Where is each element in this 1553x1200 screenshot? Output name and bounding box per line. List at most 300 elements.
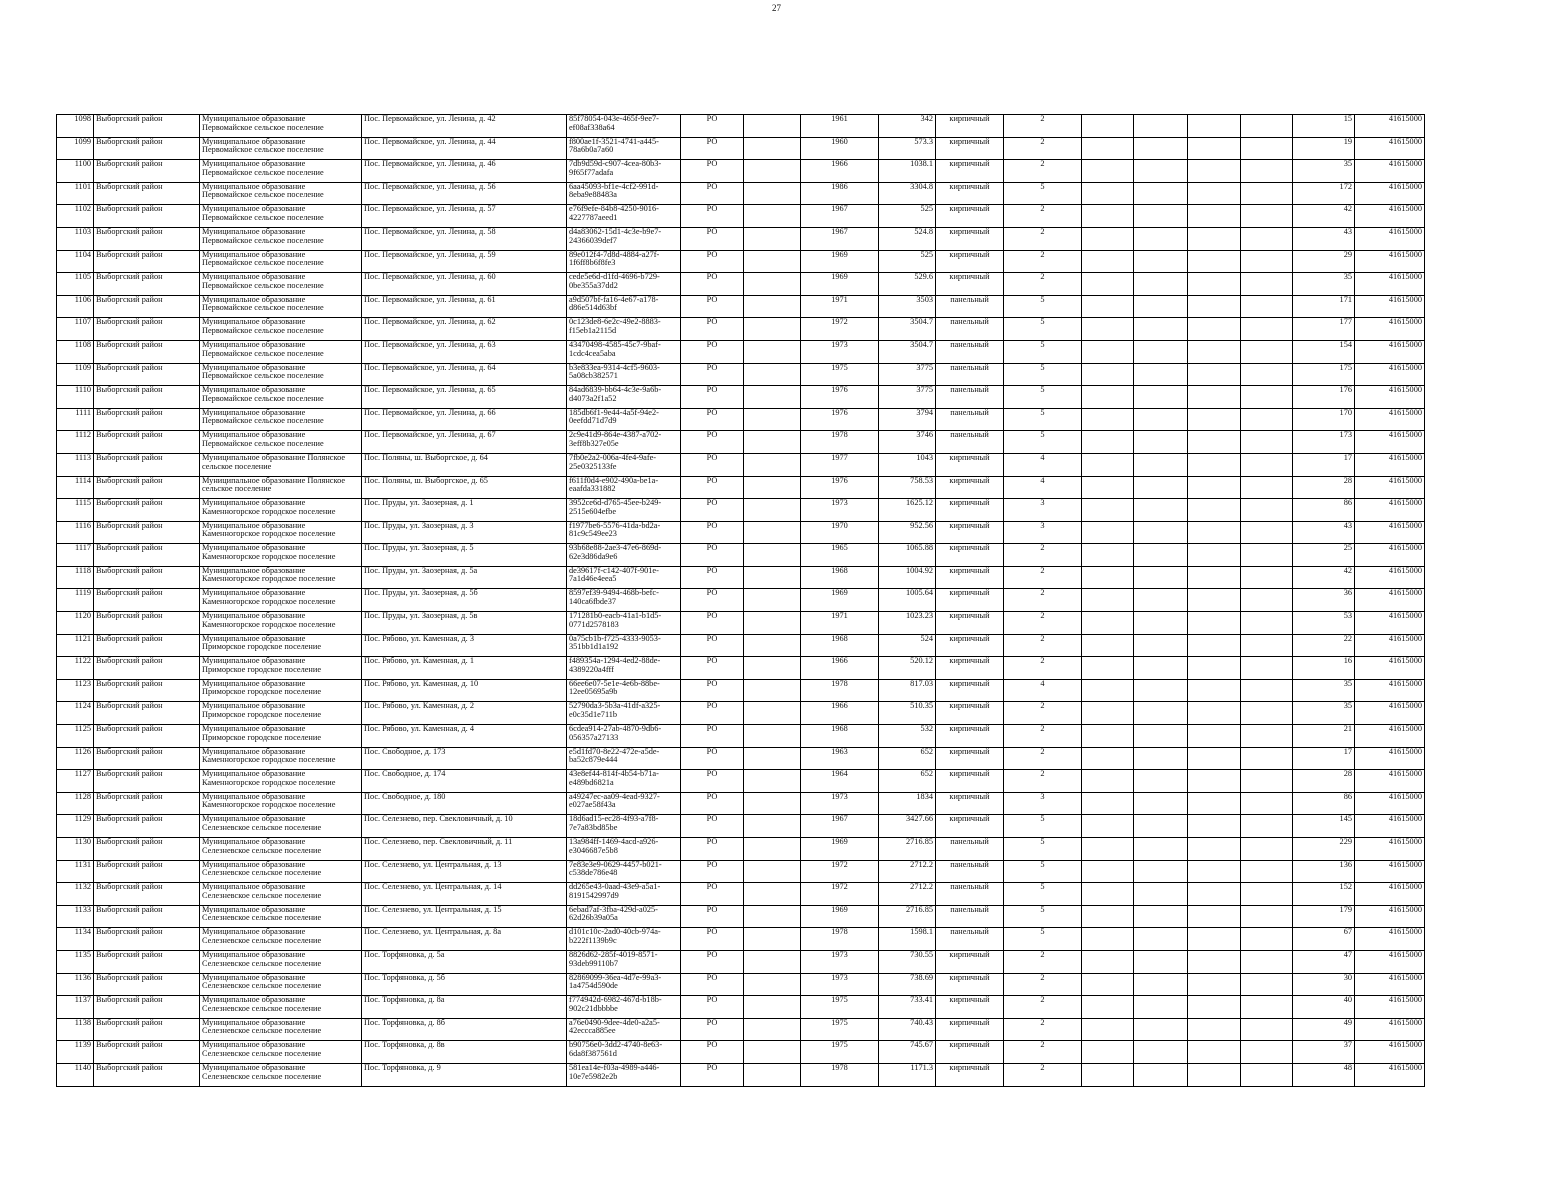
empty-cell bbox=[1134, 273, 1188, 296]
municipality-line-2: Селезневское сельское поселение bbox=[202, 868, 322, 878]
guid-line-2: 10e7e5982e2b bbox=[569, 1071, 618, 1081]
municipality-line-1: Муниципальное образование Полянское bbox=[202, 476, 346, 485]
empty-cell bbox=[1188, 205, 1241, 228]
municipality-line-1: Муниципальное образование bbox=[202, 769, 306, 779]
guid-line-2: eaafda331882 bbox=[569, 484, 616, 494]
table-row bbox=[57, 227, 1425, 250]
table-row bbox=[57, 182, 1425, 205]
empty-cell bbox=[1134, 702, 1188, 725]
row-number: 1126 bbox=[57, 747, 94, 770]
guid-cell bbox=[567, 318, 681, 341]
district-cell: Выборгский район bbox=[94, 815, 200, 838]
year-cell: 1976 bbox=[801, 476, 879, 499]
row-number: 1106 bbox=[57, 295, 94, 318]
status-cell: РО bbox=[681, 905, 744, 928]
empty-cell bbox=[1241, 205, 1293, 228]
year-cell: 1961 bbox=[801, 115, 879, 138]
empty-cell bbox=[1241, 137, 1293, 160]
residents-cell: 145 bbox=[1293, 815, 1355, 838]
empty-cell bbox=[744, 1063, 801, 1086]
district-cell: Выборгский район bbox=[94, 612, 200, 635]
okato-cell: 41615000 bbox=[1355, 1018, 1425, 1041]
table-row bbox=[57, 499, 1425, 522]
municipality-cell bbox=[200, 273, 362, 296]
residents-cell: 35 bbox=[1293, 702, 1355, 725]
empty-cell bbox=[1082, 634, 1134, 657]
table-row bbox=[57, 634, 1425, 657]
empty-cell bbox=[744, 1041, 801, 1064]
empty-cell bbox=[1082, 205, 1134, 228]
area-cell: 1625.12 bbox=[879, 499, 936, 522]
municipality-line-1: Муниципальное образование bbox=[202, 521, 306, 530]
district-cell: Выборгский район bbox=[94, 905, 200, 928]
year-cell: 1975 bbox=[801, 1018, 879, 1041]
wall-material-cell: кирпичный bbox=[936, 476, 1004, 499]
empty-cell bbox=[1134, 589, 1188, 612]
guid-line-2: 0771d2578183 bbox=[569, 619, 619, 629]
okato-cell: 41615000 bbox=[1355, 747, 1425, 770]
municipality-line-1: Муниципальное образование bbox=[202, 295, 306, 304]
district-cell: Выборгский район bbox=[94, 725, 200, 748]
guid-line-2: 8191542997d9 bbox=[569, 890, 619, 900]
municipality-cell bbox=[200, 928, 362, 951]
municipality-cell bbox=[200, 363, 362, 386]
guid-cell bbox=[567, 115, 681, 138]
wall-material-cell: кирпичный bbox=[936, 634, 1004, 657]
district-cell: Выборгский район bbox=[94, 1041, 200, 1064]
municipality-line-2: Селезневское сельское поселение bbox=[202, 1026, 322, 1036]
residents-cell: 176 bbox=[1293, 386, 1355, 409]
floors-cell: 2 bbox=[1004, 160, 1082, 183]
municipality-line-2: Первомайское сельское поселение bbox=[202, 212, 324, 222]
district-cell: Выборгский район bbox=[94, 928, 200, 951]
empty-cell bbox=[1241, 905, 1293, 928]
wall-material-cell: кирпичный bbox=[936, 227, 1004, 250]
empty-cell bbox=[1241, 770, 1293, 793]
table-row bbox=[57, 612, 1425, 635]
area-cell: 1005.64 bbox=[879, 589, 936, 612]
municipality-line-2: Селезневское сельское поселение bbox=[202, 958, 322, 968]
area-cell: 525 bbox=[879, 250, 936, 273]
empty-cell bbox=[744, 182, 801, 205]
guid-cell bbox=[567, 250, 681, 273]
address-cell: Пос. Торфяновка, д. 8а bbox=[362, 996, 567, 1019]
year-cell: 1973 bbox=[801, 973, 879, 996]
municipality-line-2: Первомайское сельское поселение bbox=[202, 348, 324, 358]
municipality-cell bbox=[200, 860, 362, 883]
okato-cell: 41615000 bbox=[1355, 566, 1425, 589]
okato-cell: 41615000 bbox=[1355, 137, 1425, 160]
district-cell: Выборгский район bbox=[94, 770, 200, 793]
address-cell: Пос. Рябово, ул. Каменная, д. 2 bbox=[362, 702, 567, 725]
floors-cell: 3 bbox=[1004, 499, 1082, 522]
municipality-line-1: Муниципальное образование bbox=[202, 1063, 306, 1072]
status-cell: РО bbox=[681, 431, 744, 454]
empty-cell bbox=[1188, 996, 1241, 1019]
guid-cell bbox=[567, 205, 681, 228]
area-cell: 573.3 bbox=[879, 137, 936, 160]
municipality-line-1: Муниципальное образование bbox=[202, 250, 306, 259]
residents-cell: 28 bbox=[1293, 770, 1355, 793]
area-cell: 952.56 bbox=[879, 521, 936, 544]
empty-cell bbox=[744, 860, 801, 883]
residents-cell: 37 bbox=[1293, 1041, 1355, 1064]
district-cell: Выборгский район bbox=[94, 838, 200, 861]
status-cell: РО bbox=[681, 453, 744, 476]
residents-cell: 179 bbox=[1293, 905, 1355, 928]
wall-material-cell: кирпичный bbox=[936, 250, 1004, 273]
municipality-cell bbox=[200, 115, 362, 138]
empty-cell bbox=[1134, 250, 1188, 273]
wall-material-cell: панельный bbox=[936, 928, 1004, 951]
address-cell: Пос. Первомайское, ул. Ленина, д. 60 bbox=[362, 273, 567, 296]
wall-material-cell: панельный bbox=[936, 340, 1004, 363]
empty-cell bbox=[1082, 182, 1134, 205]
empty-cell bbox=[744, 476, 801, 499]
municipality-line-1: Муниципальное образование bbox=[202, 430, 306, 440]
empty-cell bbox=[1134, 318, 1188, 341]
wall-material-cell: панельный bbox=[936, 408, 1004, 431]
municipality-line-2: Селезневское сельское поселение bbox=[202, 1071, 322, 1081]
district-cell: Выборгский район bbox=[94, 363, 200, 386]
residents-cell: 30 bbox=[1293, 973, 1355, 996]
guid-line-2: 902c21dbbbbe bbox=[569, 1003, 618, 1013]
municipality-cell bbox=[200, 725, 362, 748]
municipality-line-1: Муниципальное образование bbox=[202, 114, 306, 123]
status-cell: РО bbox=[681, 996, 744, 1019]
residents-cell: 86 bbox=[1293, 499, 1355, 522]
table-row bbox=[57, 747, 1425, 770]
address-cell: Пос. Первомайское, ул. Ленина, д. 44 bbox=[362, 137, 567, 160]
residents-cell: 175 bbox=[1293, 363, 1355, 386]
status-cell: РО bbox=[681, 499, 744, 522]
wall-material-cell: кирпичный bbox=[936, 453, 1004, 476]
district-cell: Выборгский район bbox=[94, 792, 200, 815]
guid-line-2: e489bd6821a bbox=[569, 777, 614, 787]
municipality-cell bbox=[200, 227, 362, 250]
guid-line-1: dd265e43-0aad-43e9-a5a1- bbox=[569, 882, 661, 892]
address-cell: Пос. Селезнево, ул. Центральная, д. 8а bbox=[362, 928, 567, 951]
guid-line-2: 2515e604efbe bbox=[569, 506, 616, 516]
okato-cell: 41615000 bbox=[1355, 950, 1425, 973]
guid-cell bbox=[567, 363, 681, 386]
empty-cell bbox=[1134, 905, 1188, 928]
guid-line-1: 84ad6839-bb64-4c3e-9a6b- bbox=[569, 385, 662, 395]
empty-cell bbox=[1082, 702, 1134, 725]
empty-cell bbox=[744, 363, 801, 386]
address-cell: Пос. Торфяновка, д. 5а bbox=[362, 950, 567, 973]
municipality-cell bbox=[200, 905, 362, 928]
empty-cell bbox=[1082, 566, 1134, 589]
empty-cell bbox=[1134, 883, 1188, 906]
okato-cell: 41615000 bbox=[1355, 160, 1425, 183]
guid-cell bbox=[567, 544, 681, 567]
municipality-line-1: Муниципальное образование bbox=[202, 159, 306, 169]
district-cell: Выборгский район bbox=[94, 227, 200, 250]
guid-line-1: 43470498-4585-45c7-9baf- bbox=[569, 340, 661, 349]
wall-material-cell: панельный bbox=[936, 295, 1004, 318]
address-cell: Пос. Поляны, ш. Выборгское, д. 65 bbox=[362, 476, 567, 499]
guid-cell bbox=[567, 612, 681, 635]
row-number: 1123 bbox=[57, 679, 94, 702]
empty-cell bbox=[1134, 928, 1188, 951]
district-cell: Выборгский район bbox=[94, 996, 200, 1019]
municipality-cell bbox=[200, 838, 362, 861]
empty-cell bbox=[1082, 725, 1134, 748]
table-row bbox=[57, 770, 1425, 793]
empty-cell bbox=[1134, 453, 1188, 476]
okato-cell: 41615000 bbox=[1355, 386, 1425, 409]
district-cell: Выборгский район bbox=[94, 883, 200, 906]
residents-cell: 35 bbox=[1293, 160, 1355, 183]
area-cell: 652 bbox=[879, 770, 936, 793]
floors-cell: 4 bbox=[1004, 679, 1082, 702]
guid-line-2: 9f65f77adafa bbox=[569, 167, 614, 177]
floors-cell: 5 bbox=[1004, 883, 1082, 906]
address-cell: Пос. Первомайское, ул. Ленина, д. 65 bbox=[362, 386, 567, 409]
municipality-line-1: Муниципальное образование bbox=[202, 543, 306, 553]
guid-line-2: 93deb99110b7 bbox=[569, 958, 619, 968]
guid-line-2: c538de786e48 bbox=[569, 868, 618, 878]
guid-line-1: d4a83062-15d1-4c3e-b9e7- bbox=[569, 227, 662, 236]
municipality-line-2: Каменногорское городское поселение bbox=[202, 529, 336, 539]
municipality-line-2: Первомайское сельское поселение bbox=[202, 167, 324, 177]
guid-cell bbox=[567, 431, 681, 454]
guid-cell bbox=[567, 589, 681, 612]
status-cell: РО bbox=[681, 1018, 744, 1041]
empty-cell bbox=[1241, 589, 1293, 612]
empty-cell bbox=[1188, 250, 1241, 273]
row-number: 1120 bbox=[57, 612, 94, 635]
guid-line-1: d101c10c-2ad0-40cb-974a- bbox=[569, 927, 661, 937]
wall-material-cell: кирпичный bbox=[936, 1063, 1004, 1086]
area-cell: 1043 bbox=[879, 453, 936, 476]
district-cell: Выборгский район bbox=[94, 1063, 200, 1086]
row-number: 1122 bbox=[57, 657, 94, 680]
area-cell: 1023.23 bbox=[879, 612, 936, 635]
status-cell: РО bbox=[681, 205, 744, 228]
empty-cell bbox=[744, 544, 801, 567]
area-cell: 3304.8 bbox=[879, 182, 936, 205]
guid-line-2: 25e0325133fe bbox=[569, 461, 617, 471]
okato-cell: 41615000 bbox=[1355, 1063, 1425, 1086]
guid-cell bbox=[567, 792, 681, 815]
guid-line-2: 4227787aeed1 bbox=[569, 212, 618, 222]
year-cell: 1975 bbox=[801, 996, 879, 1019]
guid-cell bbox=[567, 340, 681, 363]
empty-cell bbox=[1082, 928, 1134, 951]
guid-line-1: 7fb0e2a2-006a-4fe4-9afe- bbox=[569, 453, 657, 462]
municipality-line-2: Селезневское сельское поселение bbox=[202, 913, 322, 923]
floors-cell: 5 bbox=[1004, 860, 1082, 883]
guid-line-1: a49247ec-aa09-4ead-9327- bbox=[569, 792, 660, 801]
guid-cell bbox=[567, 1041, 681, 1064]
guid-cell bbox=[567, 883, 681, 906]
empty-cell bbox=[1241, 928, 1293, 951]
empty-cell bbox=[1134, 792, 1188, 815]
row-number: 1109 bbox=[57, 363, 94, 386]
empty-cell bbox=[1241, 566, 1293, 589]
status-cell: РО bbox=[681, 860, 744, 883]
okato-cell: 41615000 bbox=[1355, 476, 1425, 499]
address-cell: Пос. Рябово, ул. Каменная, д. 10 bbox=[362, 679, 567, 702]
residents-cell: 67 bbox=[1293, 928, 1355, 951]
residents-cell: 19 bbox=[1293, 137, 1355, 160]
row-number: 1140 bbox=[57, 1063, 94, 1086]
wall-material-cell: кирпичный bbox=[936, 205, 1004, 228]
floors-cell: 2 bbox=[1004, 770, 1082, 793]
guid-cell bbox=[567, 950, 681, 973]
empty-cell bbox=[1188, 115, 1241, 138]
row-number: 1131 bbox=[57, 860, 94, 883]
municipality-cell bbox=[200, 792, 362, 815]
guid-line-1: 18d6ad15-ec28-4f93-a7f8- bbox=[569, 814, 659, 824]
empty-cell bbox=[1241, 838, 1293, 861]
okato-cell: 41615000 bbox=[1355, 544, 1425, 567]
empty-cell bbox=[1134, 431, 1188, 454]
empty-cell bbox=[1134, 137, 1188, 160]
guid-line-1: 6ebad7af-3fba-429d-a025- bbox=[569, 905, 658, 914]
empty-cell bbox=[744, 883, 801, 906]
municipality-line-2: Селезневское сельское поселение bbox=[202, 1003, 322, 1013]
status-cell: РО bbox=[681, 702, 744, 725]
table-row bbox=[57, 883, 1425, 906]
floors-cell: 2 bbox=[1004, 137, 1082, 160]
empty-cell bbox=[1188, 499, 1241, 522]
municipality-line-1: Муниципальное образование bbox=[202, 385, 306, 395]
year-cell: 1978 bbox=[801, 928, 879, 951]
municipality-line-1: Муниципальное образование bbox=[202, 611, 306, 621]
guid-line-1: 7e83e3e9-0629-4457-b021- bbox=[569, 860, 662, 869]
residents-cell: 17 bbox=[1293, 453, 1355, 476]
status-cell: РО bbox=[681, 770, 744, 793]
wall-material-cell: панельный bbox=[936, 431, 1004, 454]
address-cell: Пос. Первомайское, ул. Ленина, д. 63 bbox=[362, 340, 567, 363]
guid-line-1: de39617f-c142-407f-901e- bbox=[569, 566, 659, 575]
address-cell: Пос. Пруды, ул. Заозерная, д. 5в bbox=[362, 612, 567, 635]
empty-cell bbox=[1134, 634, 1188, 657]
empty-cell bbox=[1188, 815, 1241, 838]
residents-cell: 47 bbox=[1293, 950, 1355, 973]
residents-cell: 86 bbox=[1293, 792, 1355, 815]
row-number: 1125 bbox=[57, 725, 94, 748]
status-cell: РО bbox=[681, 544, 744, 567]
guid-line-1: f774942d-6982-467d-b18b- bbox=[569, 995, 662, 1005]
status-cell: РО bbox=[681, 838, 744, 861]
address-cell: Пос. Первомайское, ул. Ленина, д. 66 bbox=[362, 408, 567, 431]
empty-cell bbox=[1241, 1063, 1293, 1086]
district-cell: Выборгский район bbox=[94, 182, 200, 205]
row-number: 1101 bbox=[57, 182, 94, 205]
address-cell: Пос. Первомайское, ул. Ленина, д. 42 bbox=[362, 115, 567, 138]
area-cell: 510.35 bbox=[879, 702, 936, 725]
wall-material-cell: кирпичный bbox=[936, 657, 1004, 680]
empty-cell bbox=[744, 634, 801, 657]
address-cell: Пос. Поляны, ш. Выборгское, д. 64 bbox=[362, 453, 567, 476]
year-cell: 1973 bbox=[801, 340, 879, 363]
empty-cell bbox=[1082, 160, 1134, 183]
empty-cell bbox=[1188, 657, 1241, 680]
table-body bbox=[57, 115, 1425, 1087]
empty-cell bbox=[1188, 725, 1241, 748]
guid-line-1: e5d1fd70-8e22-472e-a5de- bbox=[569, 747, 660, 756]
address-cell: Пос. Первомайское, ул. Ленина, д. 67 bbox=[362, 431, 567, 454]
okato-cell: 41615000 bbox=[1355, 792, 1425, 815]
empty-cell bbox=[1082, 996, 1134, 1019]
floors-cell: 2 bbox=[1004, 657, 1082, 680]
wall-material-cell: кирпичный bbox=[936, 544, 1004, 567]
floors-cell: 5 bbox=[1004, 386, 1082, 409]
district-cell: Выборгский район bbox=[94, 137, 200, 160]
empty-cell bbox=[1134, 295, 1188, 318]
empty-cell bbox=[1241, 679, 1293, 702]
empty-cell bbox=[1188, 1041, 1241, 1064]
status-cell: РО bbox=[681, 363, 744, 386]
area-cell: 3503 bbox=[879, 295, 936, 318]
guid-line-2: d4073a2f1a52 bbox=[569, 393, 617, 403]
row-number: 1127 bbox=[57, 770, 94, 793]
okato-cell: 41615000 bbox=[1355, 928, 1425, 951]
row-number: 1132 bbox=[57, 883, 94, 906]
area-cell: 532 bbox=[879, 725, 936, 748]
address-cell: Пос. Свободное, д. 174 bbox=[362, 770, 567, 793]
area-cell: 817.03 bbox=[879, 679, 936, 702]
empty-cell bbox=[1134, 725, 1188, 748]
floors-cell: 2 bbox=[1004, 612, 1082, 635]
guid-line-1: 93b68e88-2ae3-47e6-869d- bbox=[569, 543, 662, 553]
wall-material-cell: панельный bbox=[936, 905, 1004, 928]
empty-cell bbox=[1188, 928, 1241, 951]
guid-line-1: e76f9efe-84b8-4250-9016- bbox=[569, 204, 659, 214]
empty-cell bbox=[1134, 205, 1188, 228]
municipality-line-1: Муниципальное образование bbox=[202, 905, 306, 914]
year-cell: 1971 bbox=[801, 612, 879, 635]
table-row bbox=[57, 363, 1425, 386]
residents-cell: 49 bbox=[1293, 1018, 1355, 1041]
year-cell: 1972 bbox=[801, 860, 879, 883]
okato-cell: 41615000 bbox=[1355, 453, 1425, 476]
municipality-cell bbox=[200, 973, 362, 996]
wall-material-cell: кирпичный bbox=[936, 973, 1004, 996]
guid-line-1: 82869099-36ea-4d7e-99a3- bbox=[569, 973, 662, 982]
district-cell: Выборгский район bbox=[94, 950, 200, 973]
status-cell: РО bbox=[681, 950, 744, 973]
empty-cell bbox=[744, 340, 801, 363]
empty-cell bbox=[1082, 1041, 1134, 1064]
municipality-cell bbox=[200, 1063, 362, 1086]
municipality-cell bbox=[200, 657, 362, 680]
okato-cell: 41615000 bbox=[1355, 273, 1425, 296]
municipality-line-2: Первомайское сельское поселение bbox=[202, 325, 324, 335]
district-cell: Выборгский район bbox=[94, 521, 200, 544]
floors-cell: 5 bbox=[1004, 431, 1082, 454]
empty-cell bbox=[1082, 657, 1134, 680]
address-cell: Пос. Селезнево, пер. Свекловичный, д. 11 bbox=[362, 838, 567, 861]
empty-cell bbox=[1241, 657, 1293, 680]
area-cell: 3775 bbox=[879, 386, 936, 409]
guid-line-2: 8eba9e88483a bbox=[569, 190, 617, 200]
address-cell: Пос. Пруды, ул. Заозерная, д. 5 bbox=[362, 544, 567, 567]
empty-cell bbox=[744, 747, 801, 770]
district-cell: Выборгский район bbox=[94, 318, 200, 341]
address-cell: Пос. Торфяновка, д. 5б bbox=[362, 973, 567, 996]
district-cell: Выборгский район bbox=[94, 431, 200, 454]
empty-cell bbox=[1241, 273, 1293, 296]
floors-cell: 5 bbox=[1004, 905, 1082, 928]
guid-line-2: 056357a27133 bbox=[569, 732, 619, 742]
table-row bbox=[57, 973, 1425, 996]
empty-cell bbox=[1082, 905, 1134, 928]
